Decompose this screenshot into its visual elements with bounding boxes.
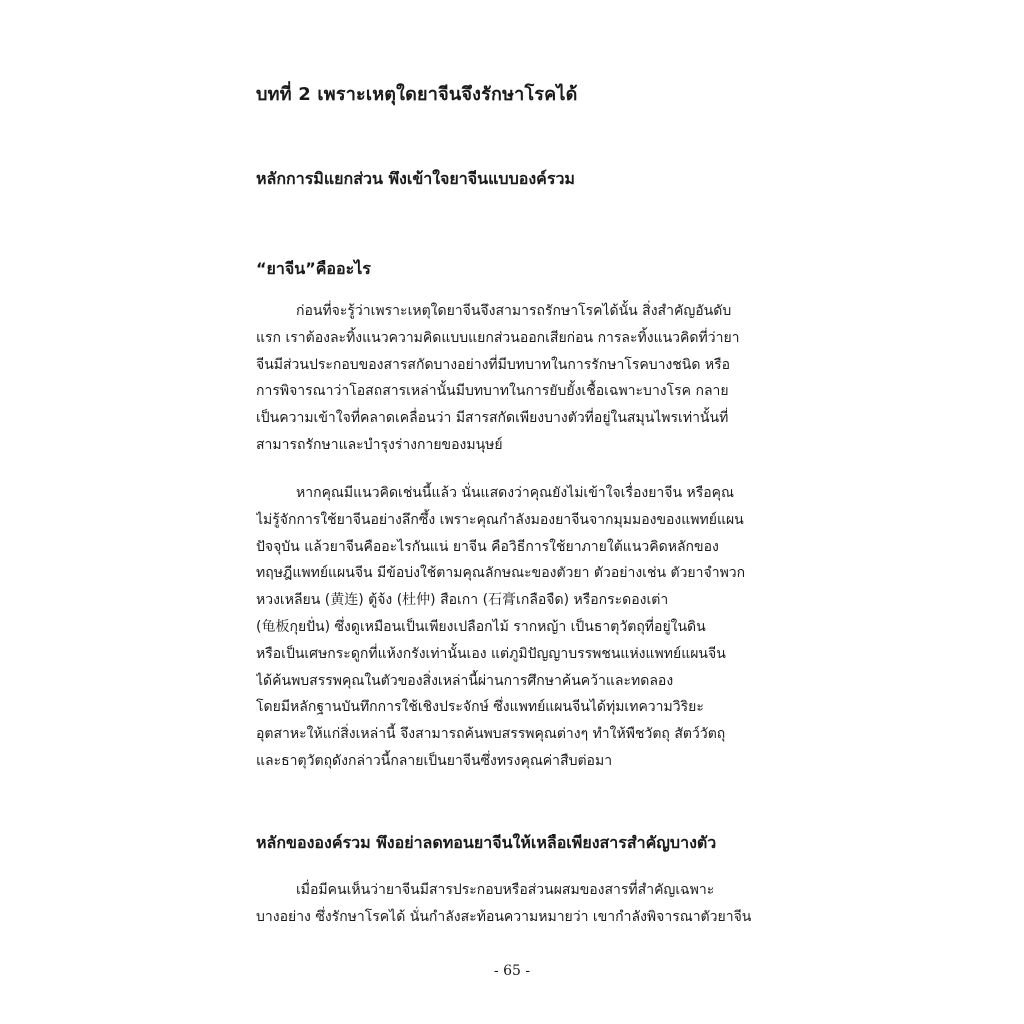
paragraph-3 xyxy=(256,877,771,931)
paragraph-line: (龟板กุยปั่น) ซึ่งดูเหมือนเป็นเพียงเปลือกไม้ รากหญ้า เป็นธาตุวัตถุที่อยู่ในดิน xyxy=(256,618,706,635)
paragraph-line: หรือเป็นเศษกระดูกที่แห้งกรังเท่านั้นเอง แต่ภูมิปัญญาบรรพชนแห่งแพทย์แผนจีน xyxy=(256,645,726,662)
paragraph-line: ก่อนที่จะรู้ว่าเพราะเหตุใดยาจีนจึงสามารถรักษาโรคได้นั้น สิ่งสำคัญอันดับ xyxy=(296,303,732,319)
paragraph-line: ทฤษฎีแพทย์แผนจีน มีข้อบ่งใช้ตามคุณลักษณะของตัวยา ตัวอย่างเช่น ตัวยาจำพวก xyxy=(256,565,746,582)
paragraph-line: ได้ค้นพบสรรพคุณในตัวของสิ่งเหล่านี้ผ่านการศึกษาค้นคว้าและทดลอง xyxy=(256,672,674,689)
paragraph-line: โดยมีหลักฐานบันทึกการใช้เชิงประจักษ์ ซึ่งแพทย์แผนจีนได้ทุ่มเทความวิริยะ xyxy=(256,699,704,716)
paragraph-line: จีนมีส่วนประกอบของสารสกัดบางอย่างที่มีบทบาทในการรักษาโรคบางชนิด หรือ xyxy=(256,356,731,373)
section-heading-what-is: “ยาจีน”คืออะไร xyxy=(256,259,371,278)
paragraph-1 xyxy=(256,298,771,459)
paragraph-line: ไม่รู้จักการใช้ยาจีนอย่างลึกซึ้ง เพราะคุณกำลังมองยาจีนจากมุมมองของแพทย์แผน xyxy=(256,511,744,528)
paragraph-line: หวงเหลียน (黄连) ตู้จ้ง (杜仲) สือเกา (石膏เกลือจืด) หรือกระดองเต่า xyxy=(256,592,669,609)
paragraph-line: หากคุณมีแนวคิดเช่นนี้แล้ว นั่นแสดงว่าคุณยังไม่เข้าใจเรื่องยาจีน หรือคุณ xyxy=(296,485,735,501)
page-number: - 65 - xyxy=(493,963,531,979)
paragraph-line: เป็นความเข้าใจที่คลาดเคลื่อนว่า มีสารสกัดเพียงบางตัวที่อยู่ในสมุนไพรเท่านั้นที่ xyxy=(256,410,729,427)
paragraph-line: บางอย่าง ซึ่งรักษาโรคได้ นั่นกำลังสะท้อนความหมายว่า เขากำลังพิจารณาตัวยาจีน xyxy=(256,908,752,925)
section-heading-principle: หลักการมิแยกส่วน พึงเข้าใจยาจีนแบบองค์รวม xyxy=(256,169,575,188)
paragraph-line: การพิจารณาว่าโอสถสารเหล่านั้นมีบทบาทในการยับยั้งเชื้อเฉพาะบางโรค กลาย xyxy=(256,383,729,400)
paragraph-2 xyxy=(256,480,771,775)
paragraph-line: แรก เราต้องละทิ้งแนวความคิดแบบแยกส่วนออกเสียก่อน การละทิ้งแนวคิดที่ว่ายา xyxy=(256,329,740,346)
paragraph-line: สามารถรักษาและบำรุงร่างกายของมนุษย์ xyxy=(256,436,503,453)
section-heading-holistic: หลักขององค์รวม พึงอย่าลดทอนยาจีนให้เหลือเพียงสารสำคัญบางตัว xyxy=(256,833,717,852)
paragraph-line: ปัจจุบัน แล้วยาจีนคืออะไรกันแน่ ยาจีน คือวิธีการใช้ยาภายใต้แนวคิดหลักของ xyxy=(256,538,719,555)
paragraph-line: และธาตุวัตถุดังกล่าวนี้กลายเป็นยาจีนซึ่งทรงคุณค่าสืบต่อมา xyxy=(256,752,613,769)
paragraph-line: เมื่อมีคนเห็นว่ายาจีนมีสารประกอบหรือส่วนผสมของสารที่สำคัญเฉพาะ xyxy=(296,882,715,898)
chapter-title: บทที่ 2 เพราะเหตุใดยาจีนจึงรักษาโรคได้ xyxy=(256,84,578,105)
paragraph-line: อุตสาหะให้แก่สิ่งเหล่านี้ จึงสามารถค้นพบสรรพคุณต่างๆ ทำให้พืชวัตถุ สัตว์วัตถุ xyxy=(256,726,726,743)
